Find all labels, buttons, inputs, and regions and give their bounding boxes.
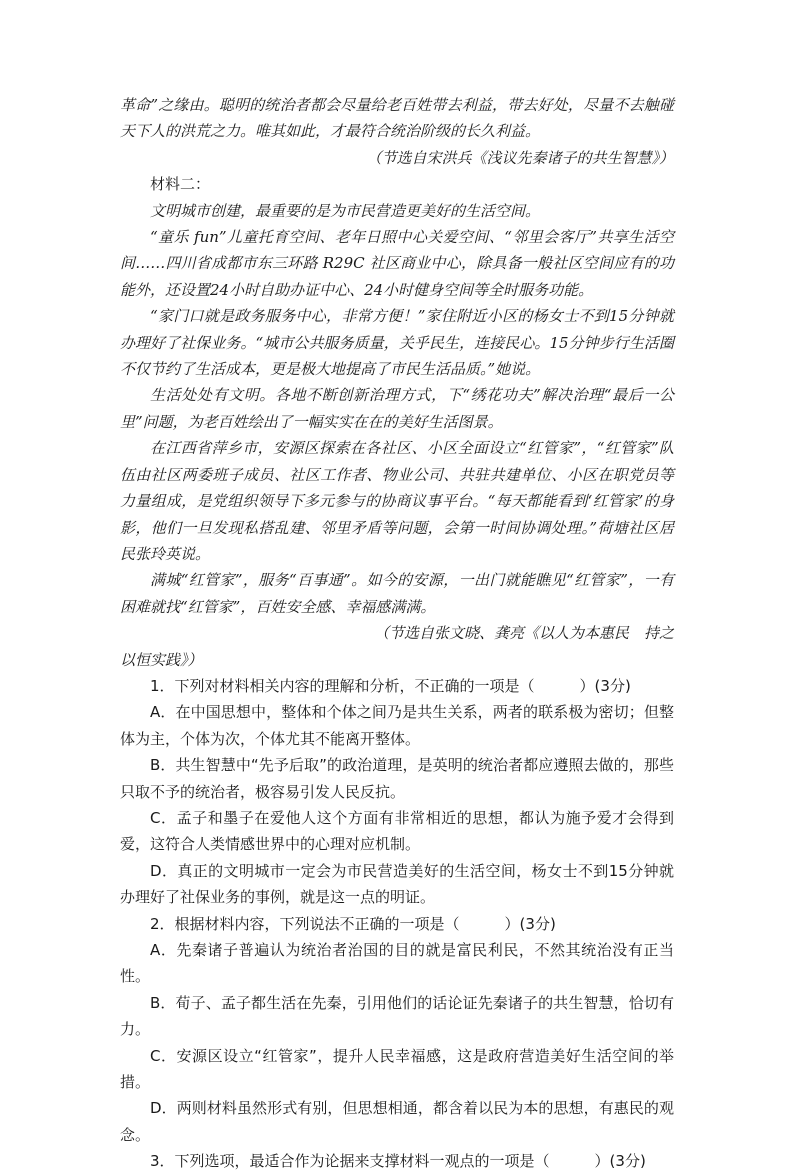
question-1-option-d: D．真正的文明城市一定会为市民营造美好的生活空间，杨女士不到15分钟就办理好了社保业务的事例，就是这一点的明证。 xyxy=(120,861,674,907)
material2-paragraph: “家门口就是政务服务中心，非常方便！”家住附近小区的杨女士不到15分钟就办理好了社保业务。“城市公共服务质量，关乎民生，连接民心。15分钟步行生活圈不仅节约了生活成本，更是极大地提高了市民生活品质。”她说。 xyxy=(120,307,674,379)
material2-source: （节选自张文晓、龚亮《以人为本惠民 持之 xyxy=(373,624,674,643)
document-body xyxy=(120,92,674,1175)
material2-heading: 材料二： xyxy=(150,175,211,194)
question-1-option-c: C．孟子和墨子在爱他人这个方面有非常相近的思想，都认为施予爱才会得到爱，这符合人类情感世界中的心理对应机制。 xyxy=(120,808,674,854)
question-1-option-b: B．共生智慧中“先予后取”的政治道理，是英明的统治者都应遵照去做的，那些只取不予的统治者，极容易引发人民反抗。 xyxy=(120,756,674,801)
material1-source: （节选自宋洪兵《浅议先秦诸子的共生智慧》） xyxy=(366,148,674,167)
material2-paragraph: “童乐 fun”儿童托育空间、老年日照中心关爱空间、“邻里会客厅”共享生活空间……四川省成都市东三环路 R29C 社区商业中心，除具备一般社区空间应有的功能外，还设置24小时自助办证中心、24小时健身空间等全时服务功能。 xyxy=(120,228,674,299)
question-2-option-b: B．荀子、孟子都生活在先秦，引用他们的话论证先秦诸子的共生智慧，恰切有力。 xyxy=(120,993,674,1039)
material1-tail: 革命”之缘由。聪明的统治者都会尽量给老百姓带去利益，带去好处，尽量不去触碰天下人的洪荒之力。唯其如此，才最符合统治阶级的长久利益。 xyxy=(120,96,674,141)
material2-paragraph: 生活处处有文明。各地不断创新治理方式，下“绣花功夫”解决治理“最后一公里”问题，为老百姓绘出了一幅实实在在的美好生活图景。 xyxy=(120,386,674,431)
material2-source-continued: 以恒实践》） xyxy=(120,650,203,669)
question-2-stem: 2．根据材料内容，下列说法不正确的一项是（ ）(3分) xyxy=(150,914,556,933)
question-1-option-a: A．在中国思想中，整体和个体之间乃是共生关系，两者的联系极为密切；但整体为主，个体为次，个体尤其不能离开整体。 xyxy=(120,703,674,748)
question-2-option-a: A．先秦诸子普遍认为统治者治国的目的就是富民利民，不然其统治没有正当性。 xyxy=(120,941,674,986)
material2-paragraph: 在江西省萍乡市，安源区探索在各社区、小区全面设立“红管家”，“红管家”队伍由社区两委班子成员、社区工作者、物业公司、共驻共建单位、小区在职党员等力量组成，是党组织领导下多元参与的协商议事平台。“每天都能看到‘红管家’的身影，他们一旦发现私搭乱建、邻里矛盾等问题，会第一时间协调处理。”荷塘社区居民张玲英说。 xyxy=(120,439,674,563)
material2-paragraph: 文明城市创建，最重要的是为市民营造更美好的生活空间。 xyxy=(150,201,541,220)
material2-paragraph: 满城“红管家”，服务“百事通”。如今的安源，一出门就能瞧见“红管家”，一有困难就找“红管家”，百姓安全感、幸福感满满。 xyxy=(120,571,674,616)
question-1-stem: 1．下列对材料相关内容的理解和分析，不正确的一项是（ ）(3分) xyxy=(150,676,631,695)
question-2-option-d: D．两则材料虽然形式有别，但思想相通，都含着以民为本的思想，有惠民的观念。 xyxy=(120,1099,674,1144)
question-2-option-c: C．安源区设立“红管家”，提升人民幸福感，这是政府营造美好生活空间的举措。 xyxy=(120,1046,674,1092)
question-3-stem: 3．下列选项，最适合作为论据来支撑材料一观点的一项是（ ）(3分) xyxy=(150,1152,646,1171)
